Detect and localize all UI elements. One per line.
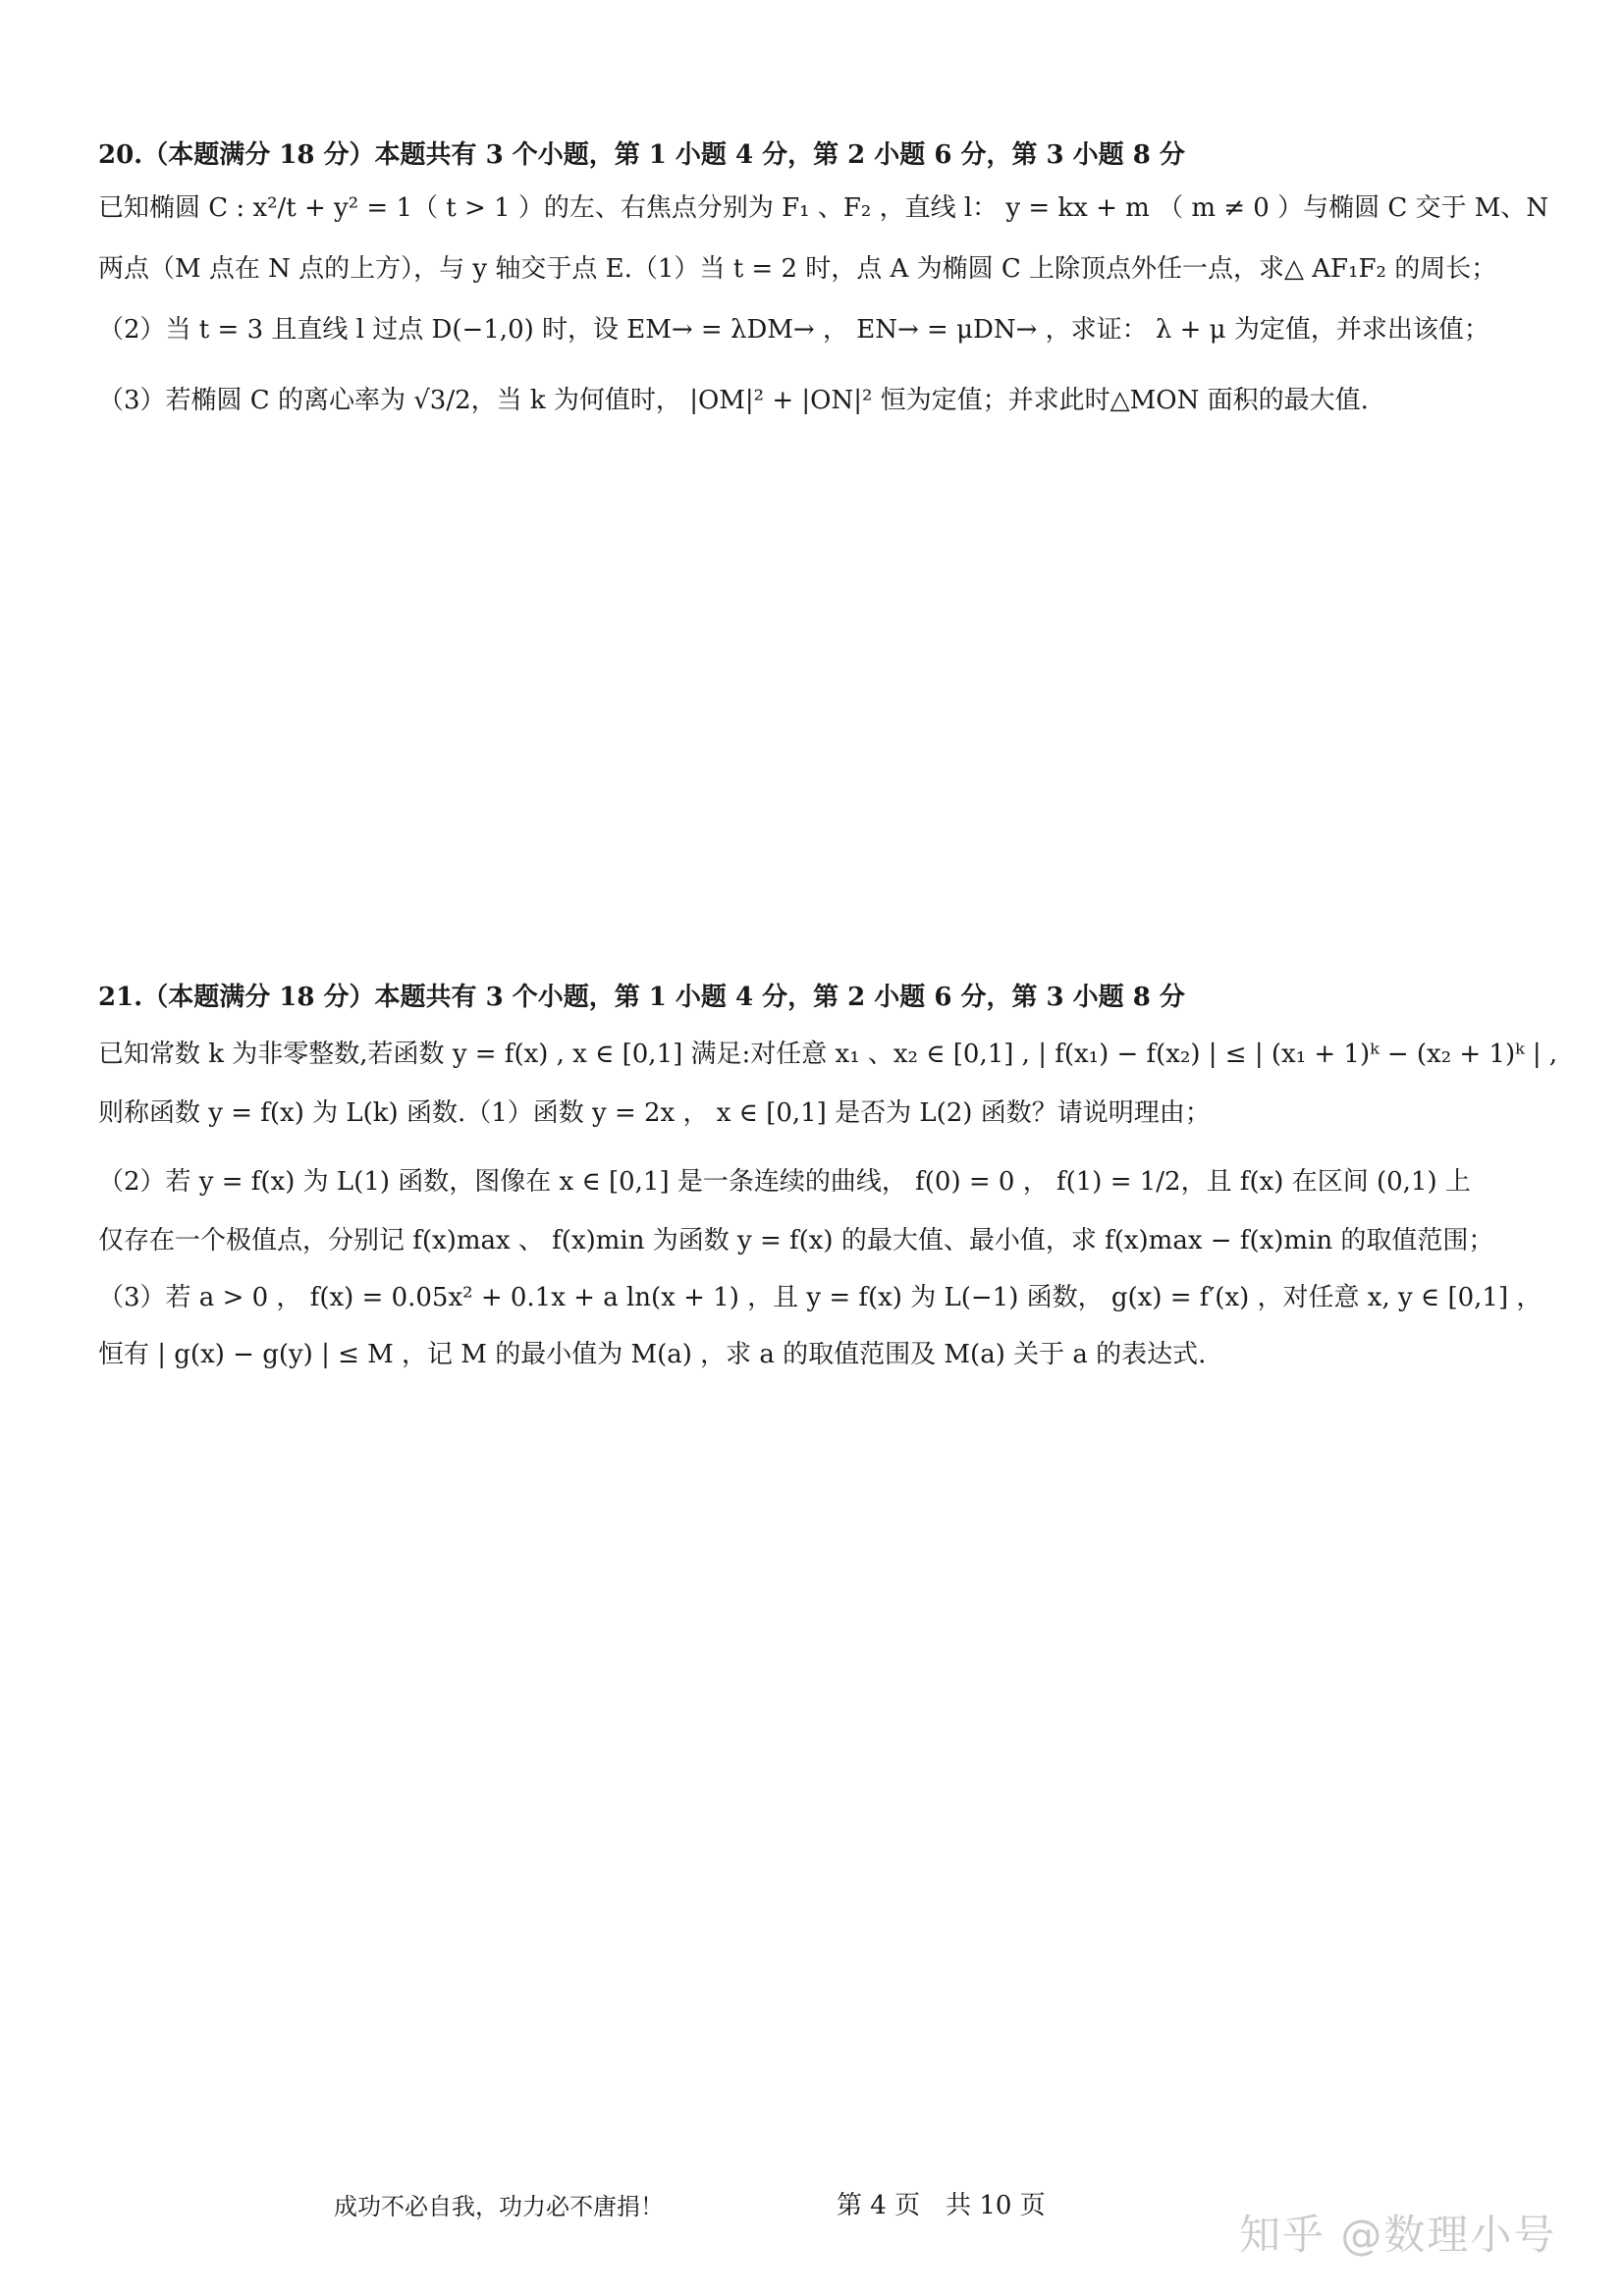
page-number: 第 4 页 共 10 页 (837, 2191, 1046, 2220)
problem-20-line: （3）若椭圆 C 的离心率为 √3/2，当 k 为何值时， |OM|² + |ON|² 恒为定值；并求此时△MON 面积的最大值. (98, 386, 1369, 415)
problem-21-heading: 21.（本题满分 18 分）本题共有 3 个小题，第 1 小题 4 分，第 2 小题 6 分，第 3 小题 8 分 (98, 983, 1185, 1012)
problem-21-line: 则称函数 y = f(x) 为 L(k) 函数.（1）函数 y = 2x ， x ∈ [0,1] 是否为 L(2) 函数？请说明理由； (98, 1098, 1211, 1128)
footer-motto: 成功不必自我，功力必不唐捐！ (334, 2193, 664, 2220)
problem-21-line: （3）若 a > 0 ， f(x) = 0.05x² + 0.1x + a ln(x + 1) ，且 y = f(x) 为 L(−1) 函数， g(x) = f′(x) ，对任意 x, y ∈ [0,1] ， (98, 1283, 1543, 1312)
zhihu-watermark: 知乎 @数理小号 (1239, 2211, 1557, 2259)
problem-20-line: 已知椭圆 C : x²/t + y² = 1（ t > 1 ）的左、右焦点分别为 F₁ 、F₂ ，直线 l： y = kx + m （ m ≠ 0 ）与椭圆 C 交于 M、N (98, 193, 1549, 223)
problem-21-line: 已知常数 k 为非零整数,若函数 y = f(x) , x ∈ [0,1] 满足:对任意 x₁ 、x₂ ∈ [0,1] , | f(x₁) − f(x₂) | ≤ | (x₁ + 1)ᵏ − (x₂ + 1)ᵏ | , (98, 1040, 1558, 1069)
problem-21 (98, 980, 1571, 1372)
problem-21-line: 恒有 | g(x) − g(y) | ≤ M ，记 M 的最小值为 M(a) ，求 a 的取值范围及 M(a) 关于 a 的表达式. (98, 1340, 1207, 1369)
problem-20-line: （2）当 t = 3 且直线 l 过点 D(−1,0) 时，设 EM→ = λDM→ ， EN→ = μDN→ ，求证： λ + μ 为定值，并求出该值； (98, 315, 1489, 345)
problem-20-line: 两点（M 点在 N 点的上方），与 y 轴交于点 E.（1）当 t = 2 时，点 A 为椭圆 C 上除顶点外任一点，求△ AF₁F₂ 的周长； (98, 254, 1497, 284)
problem-20-heading: 20.（本题满分 18 分）本题共有 3 个小题，第 1 小题 4 分，第 2 小题 6 分，第 3 小题 8 分 (98, 140, 1185, 170)
problem-21-line: 仅存在一个极值点，分别记 f(x)max 、 f(x)min 为函数 y = f(x) 的最大值、最小值，求 f(x)max − f(x)min 的取值范围； (98, 1226, 1494, 1255)
problem-20 (98, 137, 1571, 418)
problem-21-line: （2）若 y = f(x) 为 L(1) 函数，图像在 x ∈ [0,1] 是一条连续的曲线， f(0) = 0 ， f(1) = 1/2，且 f(x) 在区间 (0,1) 上 (98, 1167, 1471, 1197)
